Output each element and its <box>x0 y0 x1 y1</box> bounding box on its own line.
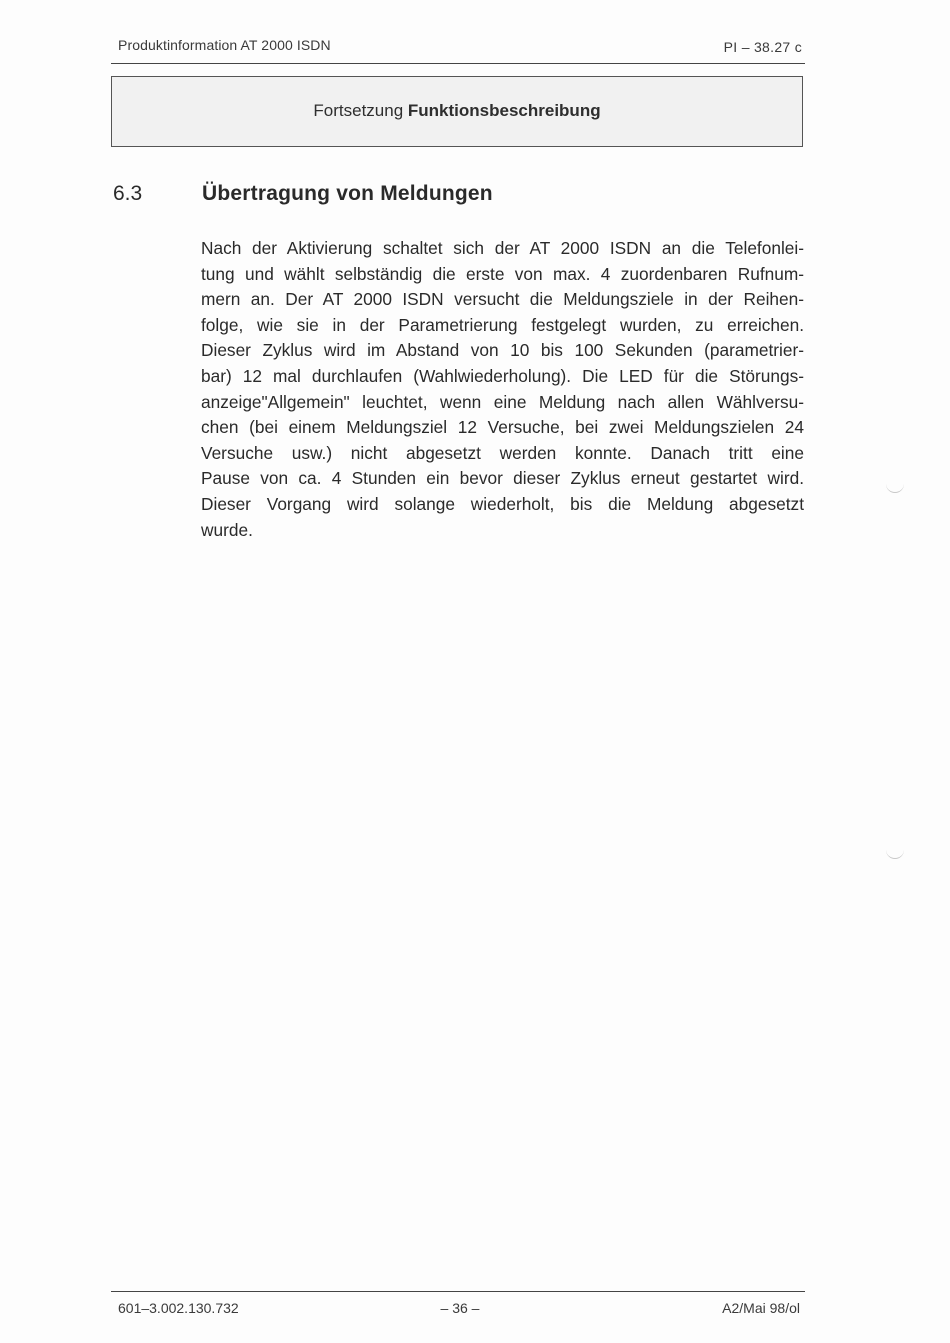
body-line: tung und wählt selbständig die erste von max. 4 zuordenbaren Rufnum- <box>201 263 804 284</box>
body-line: Dieser Vorgang wird solange wiederholt, bis die Meldung abgesetzt <box>201 493 804 514</box>
banner-text <box>112 101 802 121</box>
continuation-banner <box>111 76 803 147</box>
page-number: – 36 – <box>440 1300 480 1316</box>
body-line: Pause von ca. 4 Stunden ein bevor dieser Zyklus erneut gestartet wird. <box>201 468 804 489</box>
section-title: Übertragung von Meldungen <box>202 182 493 205</box>
footer-doc-number: 601–3.002.130.732 <box>118 1300 239 1316</box>
punch-hole-mark <box>886 484 904 493</box>
banner-prefix: Fortsetzung <box>313 101 404 120</box>
body-line: anzeige"Allgemein" leuchtet, wenn eine Meldung nach allen Wählversu- <box>201 391 804 412</box>
footer-rule <box>111 1291 805 1292</box>
header-title: Produktinformation AT 2000 ISDN <box>118 37 331 53</box>
body-line: bar) 12 mal durchlaufen (Wahlwiederholung). Die LED für die Störungs- <box>201 365 804 386</box>
body-paragraph <box>201 236 804 543</box>
footer-version: A2/Mai 98/ol <box>722 1300 800 1316</box>
body-line: Nach der Aktivierung schaltet sich der AT 2000 ISDN an die Telefonlei- <box>201 238 804 258</box>
punch-hole-mark <box>886 850 904 859</box>
header-doc-id: PI – 38.27 c <box>723 39 802 55</box>
body-line: mern an. Der AT 2000 ISDN versucht die Meldungsziele in der Reihen- <box>201 289 804 310</box>
section-number: 6.3 <box>113 182 143 205</box>
body-line: Dieser Zyklus wird im Abstand von 10 bis 100 Sekunden (parametrier- <box>201 340 804 361</box>
banner-strong: Funktionsbeschreibung <box>407 101 601 120</box>
body-line: wurde. <box>201 519 253 540</box>
body-line: chen (bei einem Meldungsziel 12 Versuche, bei zwei Meldungszielen 24 <box>201 417 804 438</box>
body-line: folge, wie sie in der Parametrierung festgelegt wurden, zu erreichen. <box>201 314 804 335</box>
body-line: Versuche usw.) nicht abgesetzt werden konnte. Danach tritt eine <box>201 442 804 463</box>
header-rule <box>111 63 805 64</box>
